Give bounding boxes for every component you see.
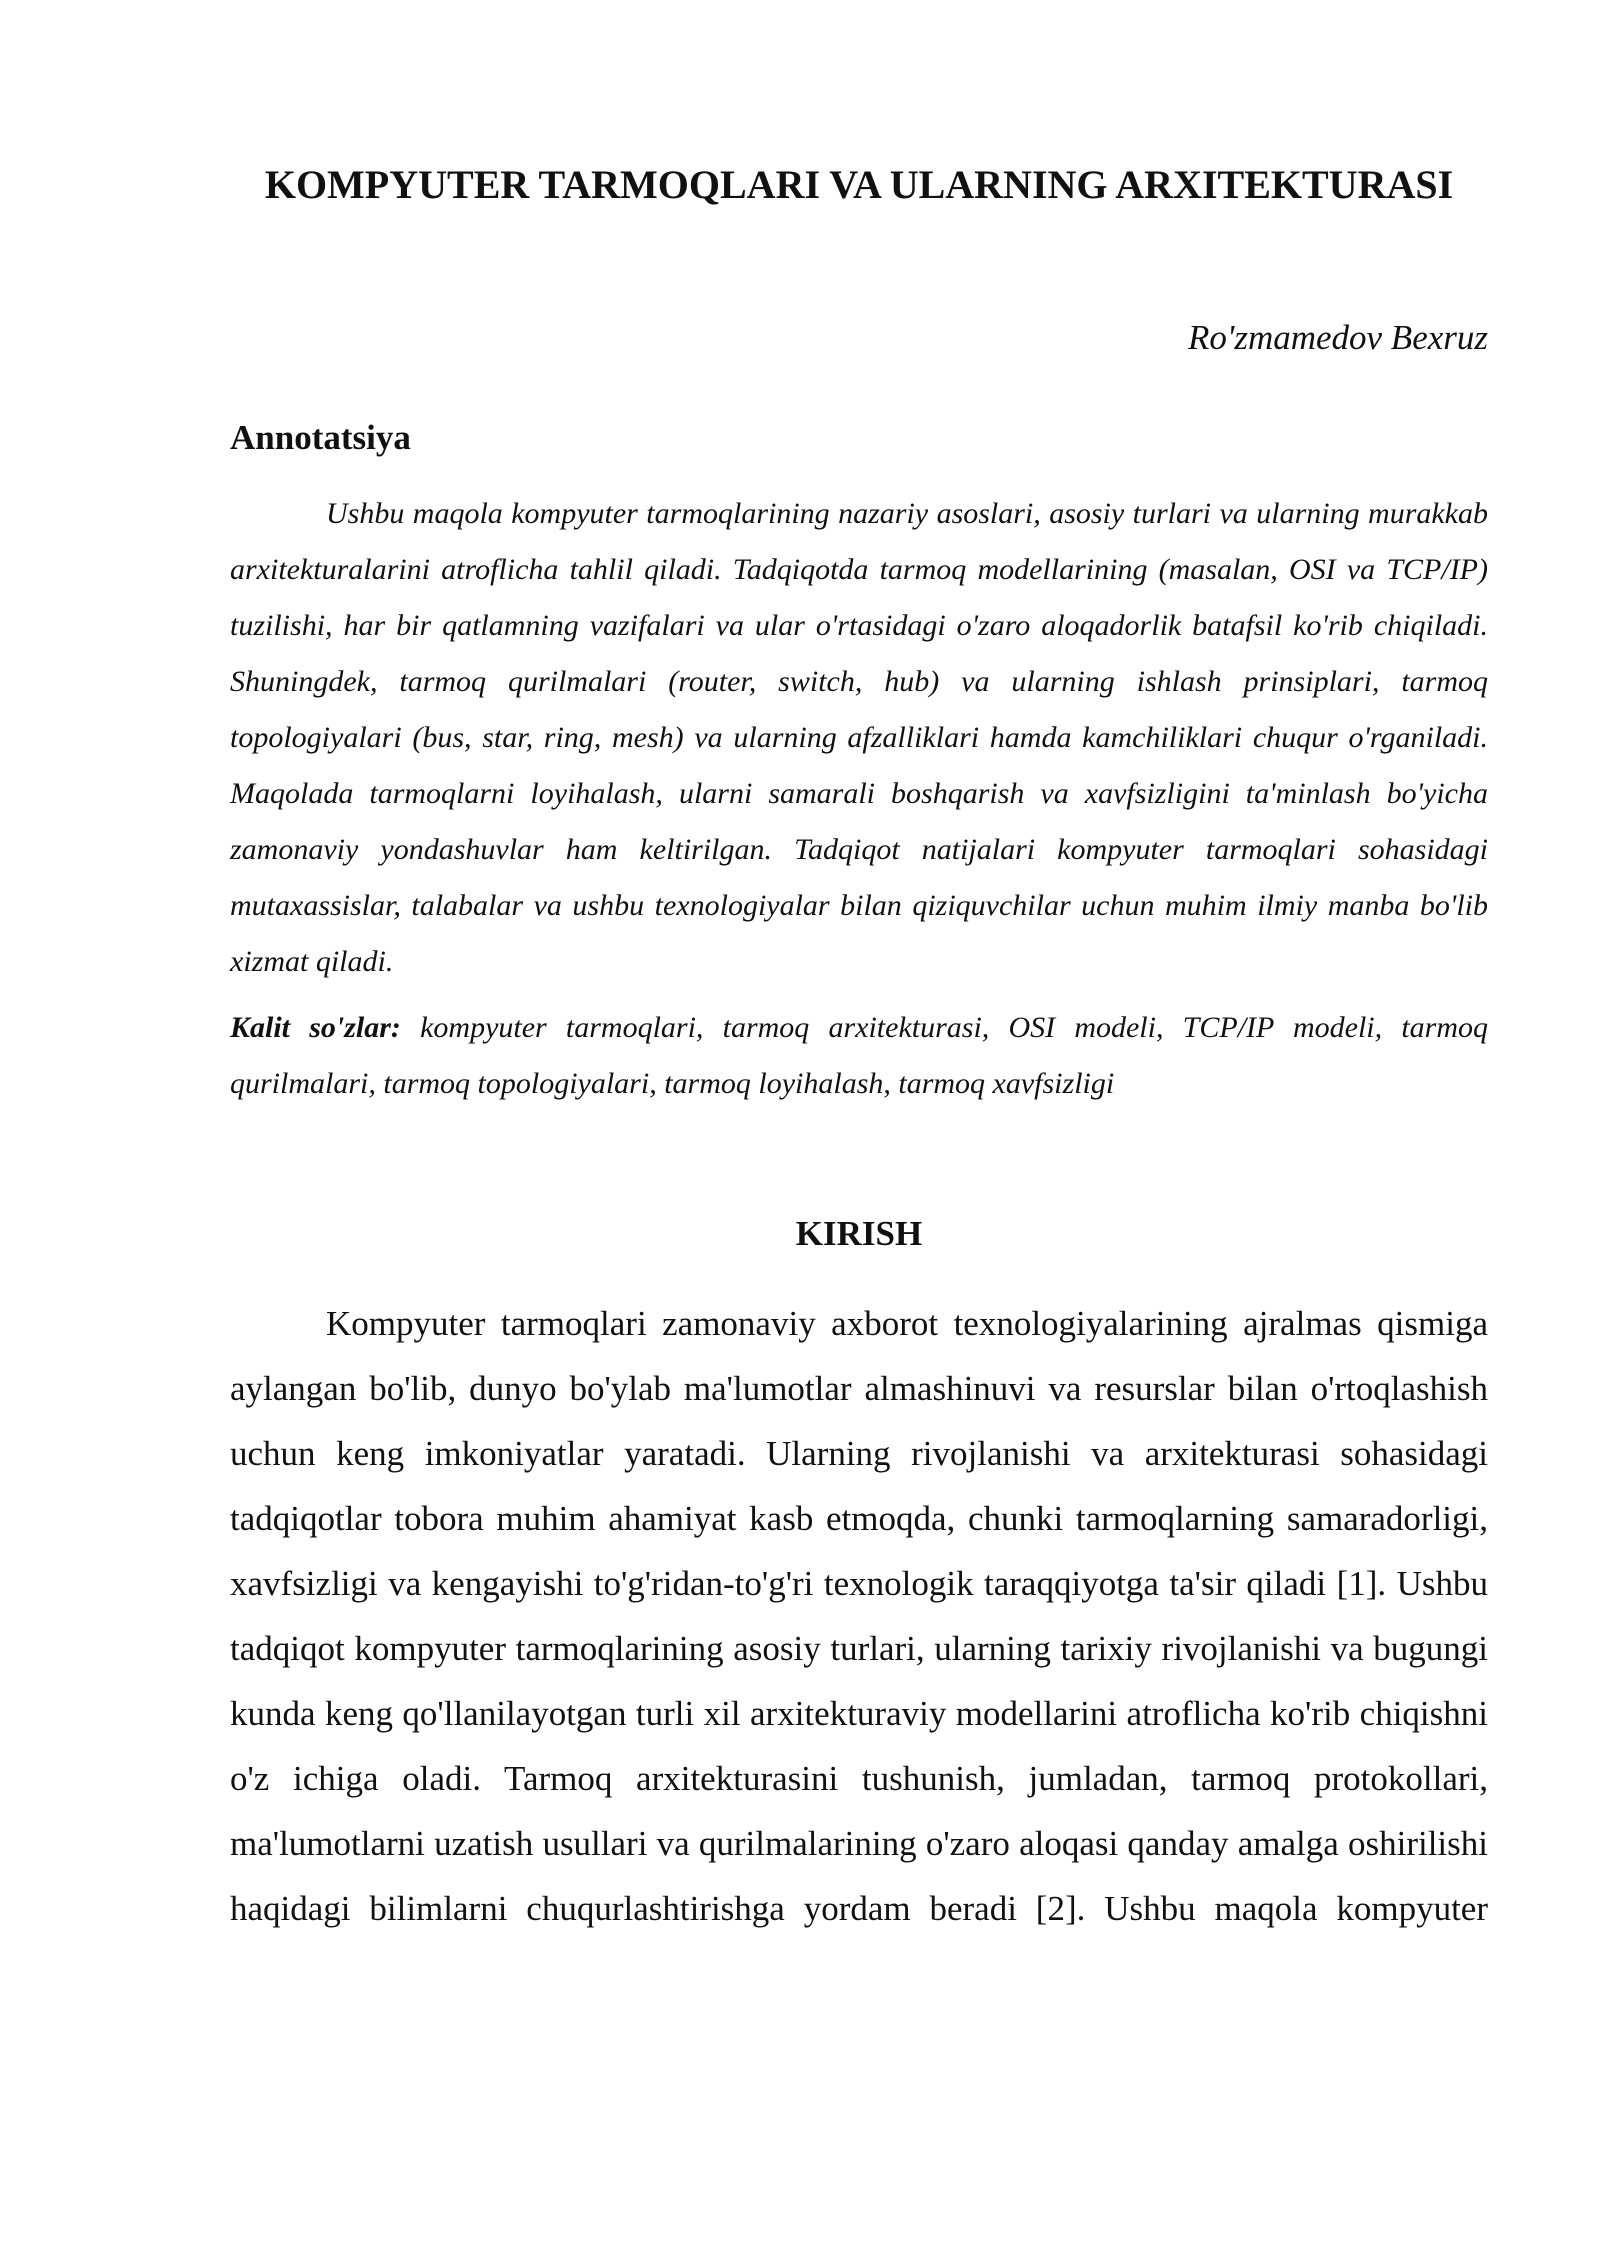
keywords-text: kompyuter tarmoqlari, tarmoq arxitekturasi, OSI modeli, TCP/IP modeli, tarmoq qurilmalari, tarmoq topologiyalari, tarmoq loyihalash, tarmoq xavfsizligi: [230, 1011, 1489, 1100]
keywords: [230, 1000, 1488, 1112]
section-heading-intro: KIRISH: [795, 1214, 923, 1253]
author-name: Ro'zmamedov Bexruz: [1187, 318, 1488, 357]
abstract-heading: Annotatsiya: [230, 418, 411, 457]
paper-title: KOMPYUTER TARMOQLARI VA ULARNING ARXITEKTURASI: [264, 162, 1454, 207]
abstract-text: Ushbu maqola kompyuter tarmoqlarining nazariy asoslari, asosiy turlari va ularning murakkab arxitekturalarini atroflicha tahlil qiladi. Tadqiqotda tarmoq modellarining (masalan, OSI va TCP/IP) tuzilishi, har bir qatlamning vazifalari va ular o'rtasidagi o'zaro aloqadorlik batafsil ko'rib chiqiladi. Shuningdek, tarmoq qurilmalari (router, switch, hub) va ularning ishlash prinsiplari, tarmoq topologiyalari (bus, star, ring, mesh) va ularning afzalliklari hamda kamchiliklari chuqur o'rganiladi. Maqolada tarmoqlarni loyihalash, ularni samarali boshqarish va xavfsizligini ta'minlash bo'yicha zamonaviy yondashuvlar ham keltirilgan. Tadqiqot natijalari kompyuter tarmoqlari sohasidagi mutaxassislar, talabalar va ushbu texnologiyalar bilan qiziquvchilar uchun muhim ilmiy manba bo'lib xizmat qiladi.: [230, 497, 1488, 978]
keywords-label: Kalit so'zlar:: [230, 1011, 401, 1044]
intro-paragraph: Kompyuter tarmoqlari zamonaviy axborot texnologiyalarining ajralmas qismiga aylangan bo'lib, dunyo bo'ylab ma'lumotlar almashinuvi va resurslar bilan o'rtoqlashish uchun keng imkoniyatlar yaratadi. Ularning rivojlanishi va arxitekturasi sohasidagi tadqiqotlar tobora muhim ahamiyat kasb etmoqda, chunki tarmoqlarning samaradorligi, xavfsizligi va kengayishi to'g'ridan-to'g'ri texnologik taraqqiyotga ta'sir qiladi [1]. Ushbu tadqiqot kompyuter tarmoqlarining asosiy turlari, ularning tarixiy rivojlanishi va bugungi kunda keng qo'llanilayotgan turli xil arxitekturaviy modellarini atroflicha ko'rib chiqishni o'z ichiga oladi. Tarmoq arxitekturasini tushunish, jumladan, tarmoq protokollari, ma'lumotlarni uzatish usullari va qurilmalarining o'zaro aloqasi qanday amalga oshirilishi haqidagi bilimlarni chuqurlashtirishga yordam beradi [2]. Ushbu maqola kompyuter: [230, 1304, 1488, 1928]
